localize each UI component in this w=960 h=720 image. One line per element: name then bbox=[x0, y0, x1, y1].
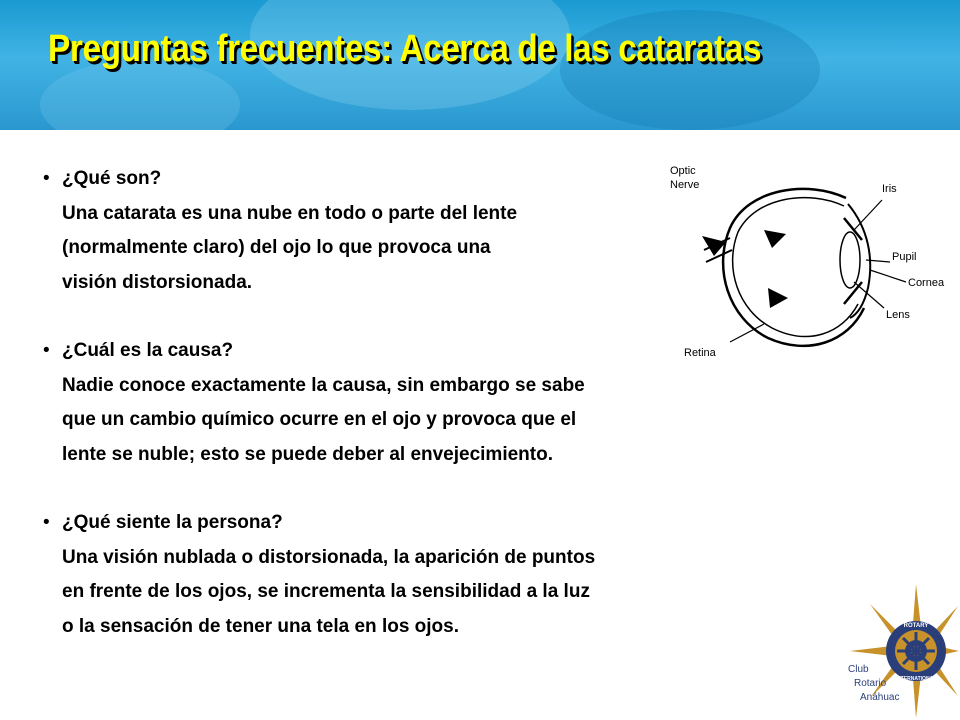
diagram-label: Iris bbox=[882, 183, 897, 195]
faq-answer-line: Una catarata es una nube en todo o parte del lente bbox=[62, 202, 518, 224]
faq-question: • ¿Cuál es la causa? bbox=[40, 334, 760, 369]
faq-question: • ¿Qué son? bbox=[40, 162, 760, 197]
faq-answer-line: o la sensación de tener una tela en los ojos. bbox=[62, 615, 460, 637]
logo-text: Rotario bbox=[854, 678, 887, 689]
faq-answer-line: (normalmente claro) del ojo lo que provoca una bbox=[62, 237, 491, 258]
bullet-icon: • bbox=[43, 340, 50, 361]
logo-ring-bottom: INTERNATIONAL bbox=[895, 676, 937, 682]
faq-answer-line: Nadie conoce exactamente la causa, sin embargo se sabe bbox=[62, 374, 585, 396]
logo-text: Club bbox=[848, 664, 869, 675]
diagram-label: Nerve bbox=[670, 179, 700, 191]
faq-answer-line: visión distorsionada. bbox=[62, 271, 253, 293]
diagram-label: Cornea bbox=[908, 277, 945, 289]
faq-answer-line: lente se nuble; esto se puede deber al envejecimiento. bbox=[62, 443, 553, 465]
diagram-label: Pupil bbox=[892, 251, 917, 263]
faq-answer-line: que un cambio químico ocurre en el ojo y provoca que el bbox=[62, 409, 577, 430]
diagram-label: Retina bbox=[684, 347, 716, 359]
bullet-icon: • bbox=[43, 168, 50, 189]
logo-text: Anáhuac bbox=[860, 692, 900, 703]
faq-answer-line: Una visión nublada o distorsionada, la aparición de puntos bbox=[62, 546, 596, 568]
diagram-label: Lens bbox=[886, 309, 910, 321]
faq-answer-line: en frente de los ojos, se incrementa la sensibilidad a la luz bbox=[62, 581, 590, 602]
faq-question: • ¿Qué siente la persona? bbox=[40, 506, 760, 541]
bullet-icon: • bbox=[43, 512, 50, 533]
slide-title: Preguntas frecuentes: Acerca de las cataratas bbox=[48, 28, 762, 70]
faq-list bbox=[40, 162, 760, 644]
diagram-label: Optic bbox=[670, 165, 696, 177]
header-banner bbox=[0, 0, 960, 130]
eye-anatomy-diagram bbox=[668, 158, 960, 368]
rotary-club-logo bbox=[820, 582, 960, 720]
logo-ring-top: ROTARY bbox=[903, 623, 929, 629]
